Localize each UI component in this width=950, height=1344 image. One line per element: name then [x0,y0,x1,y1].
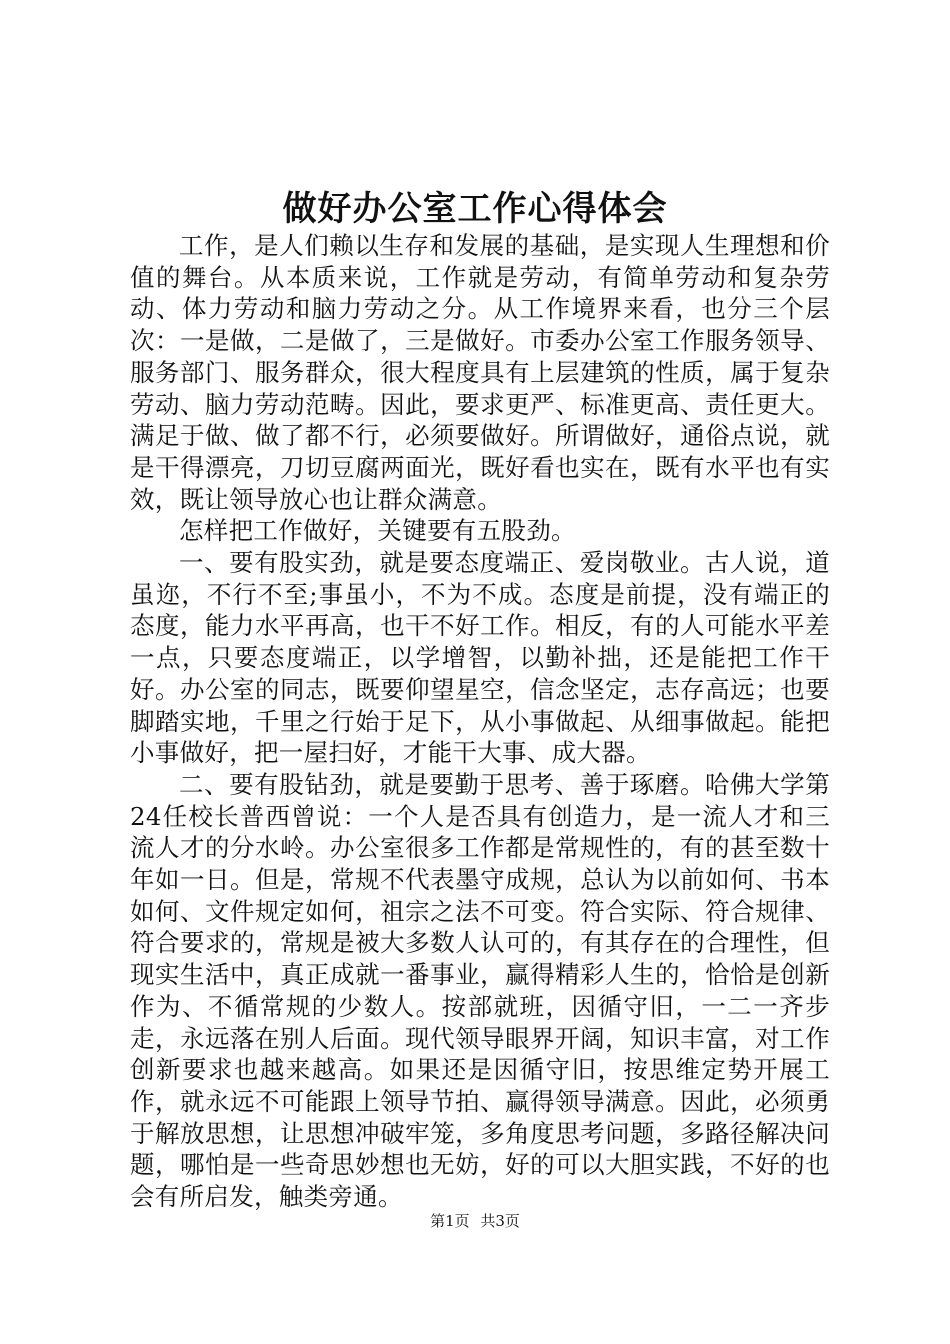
page-total: 共3页 [480,1212,520,1230]
paragraph-point-two: 二、要有股钻劲，就是要勤于思考、善于琢磨。哈佛大学第24任校长普西曾说：一个人是否具有创造力，是一流人才和三流人才的分水岭。办公室很多工作都是常规性的，有的甚至数十年如一日。但是，常规不代表墨守成规，总认为以前如何、书本如何、文件规定如何，祖宗之法不可变。符合实际、符合规律、符合要求的，常规是被大多数人认可的，有其存在的合理性，但现实生活中，真正成就一番事业，赢得精彩人生的，恰恰是创新作为、不循常规的少数人。按部就班，因循守旧，一二一齐步走，永远落在别人后面。现代领导眼界开阔，知识丰富，对工作创新要求也越来越高。如果还是因循守旧，按思维定势开展工作，就永远不可能跟上领导节拍、赢得领导满意。因此，必须勇于解放思想，让思想冲破牢笼，多角度思考问题，多路径解决问题，哪怕是一些奇思妙想也无妨，好的可以大胆实践，不好的也会有所启发，触类旁通。 [130,769,830,1212]
paragraph-point-one: 一、要有股实劲，就是要态度端正、爱岗敬业。古人说，道虽迩，不行不至;事虽小，不为不成。态度是前提，没有端正的态度，能力水平再高，也干不好工作。相反，有的人可能水平差一点，只要态度端正，以学增智，以勤补拙，还是能把工作干好。办公室的同志，既要仰望星空，信念坚定，志存高远；也要脚踏实地，千里之行始于足下，从小事做起、从细事做起。能把小事做好，把一屋扫好，才能干大事、成大器。 [130,548,830,768]
page-footer [0,1211,950,1231]
document-body [130,230,830,1213]
page-number: 第1页 [430,1212,470,1230]
paragraph-five-efforts: 怎样把工作做好，关键要有五股劲。 [179,516,576,546]
document-title: 做好办公室工作心得体会 [282,189,668,229]
paragraph-intro: 工作，是人们赖以生存和发展的基础，是实现人生理想和价值的舞台。从本质来说，工作就是劳动，有简单劳动和复杂劳动、体力劳动和脑力劳动之分。从工作境界来看，也分三个层次：一是做，二是做了，三是做好。市委办公室工作服务领导、服务部门、服务群众，很大程度具有上层建筑的性质，属于复杂劳动、脑力劳动范畴。因此，要求更严、标准更高、责任更大。满足于做、做了都不行，必须要做好。所谓做好，通俗点说，就是干得漂亮，刀切豆腐两面光，既好看也实在，既有水平也有实效，既让领导放心也让群众满意。 [130,231,830,514]
